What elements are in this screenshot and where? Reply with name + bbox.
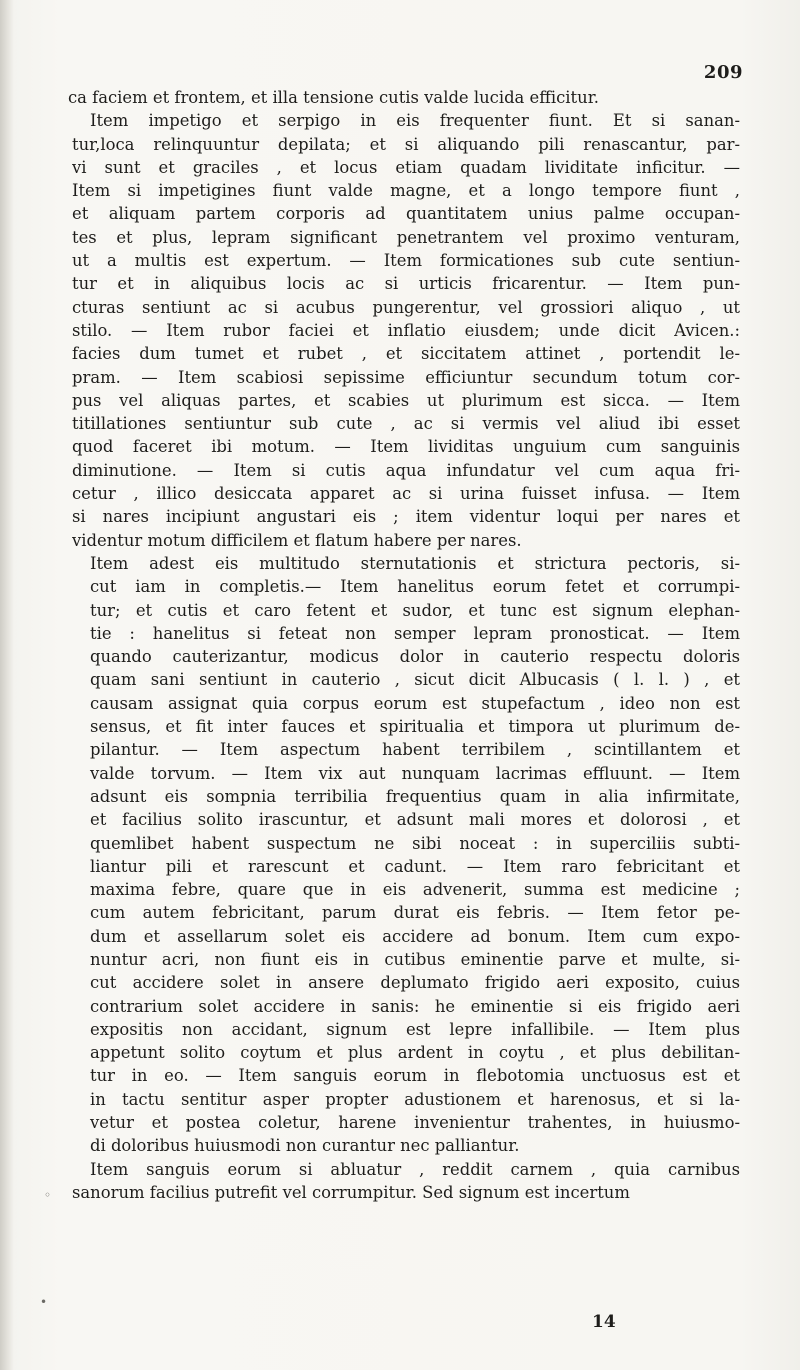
text-line: quod faceret ibi motum. — Item lividitas unguium cum sanguinis	[72, 437, 740, 457]
text-line: causam assignat quia corpus eorum est stupefactum , ideo non est	[90, 693, 740, 713]
text-line: tur,loca relinquuntur depilata; et si aliquando pili renascantur, par-	[72, 134, 740, 154]
text-line: quando cauterizantur, modicus dolor in cauterio respectu doloris	[90, 647, 740, 667]
text-line: ca faciem et frontem, et illa tensione cutis valde lucida efficitur.	[68, 88, 599, 107]
text-line: cum autem febricitant, parum durat eis febris. — Item fetor pe-	[90, 903, 740, 923]
text-line: sensus, et fit inter fauces et spiritualia et timpora ut plurimum de-	[90, 717, 740, 737]
text-line: cetur , illico desiccata apparet ac si urina fuisset infusa. — Item	[72, 484, 740, 504]
text-line: contrarium solet accidere in sanis: he eminentie si eis frigido aeri	[90, 996, 740, 1016]
text-line: cturas sentiunt ac si acubus pungerentur, vel grossiori aliquo , ut	[72, 297, 740, 317]
text-line: pilantur. — Item aspectum habent terribilem , scintillantem et	[90, 740, 740, 760]
text-line: facies dum tumet et rubet , et siccitatem attinet , portendit le-	[72, 344, 740, 364]
text-line: ut a multis est expertum. — Item formicationes sub cute sentiun-	[72, 251, 740, 271]
text-line: cut accidere solet in ansere deplumato frigido aeri exposito, cuius	[90, 973, 740, 993]
text-line: tes et plus, lepram significant penetrantem vel proximo venturam,	[72, 227, 740, 247]
text-line: appetunt solito coytum et plus ardent in coytu , et plus debilitan-	[90, 1043, 740, 1063]
margin-speck: •	[40, 1295, 48, 1309]
text-line: titillationes sentiuntur sub cute , ac si vermis vel aliud ibi esset	[72, 414, 740, 434]
text-line: tie : hanelitus si feteat non semper lepram pronosticat. — Item	[90, 623, 740, 643]
text-line: Item si impetigines fiunt valde magne, et a longo tempore fiunt ,	[72, 181, 740, 201]
text-line: dum et assellarum solet eis accidere ad bonum. Item cum expo-	[90, 926, 740, 946]
text-line: adsunt eis sompnia terribilia frequentius quam in alia infirmitate,	[90, 786, 740, 806]
text-line: Item adest eis multitudo sternutationis et strictura pectoris, si-	[90, 553, 740, 573]
text-line: tur in eo. — Item sanguis eorum in flebotomia unctuosus est et	[90, 1066, 740, 1086]
body-text	[68, 86, 740, 1204]
text-line: videntur motum difficilem et flatum habere per nares.	[72, 530, 522, 550]
text-line: liantur pili et rarescunt et cadunt. — Item raro febricitant et	[90, 856, 740, 876]
text-line: vi sunt et graciles , et locus etiam quadam lividitate inficitur. —	[72, 157, 740, 177]
text-line: di doloribus huiusmodi non curantur nec palliantur.	[90, 1136, 520, 1156]
text-line: stilo. — Item rubor faciei et inflatio eiusdem; unde dicit Avicen.:	[72, 320, 740, 340]
text-line: quam sani sentiunt in cauterio , sicut dicit Albucasis ( l. l. ) , et	[90, 670, 740, 690]
text-line: Item sanguis eorum si abluatur , reddit carnem , quia carnibus	[90, 1159, 740, 1179]
text-line: quemlibet habent suspectum ne sibi noceat : in superciliis subti-	[90, 833, 740, 853]
text-line: nuntur acri, non fiunt eis in cutibus eminentie parve et multe, si-	[90, 949, 740, 969]
text-line: vetur et postea coletur, harene invenientur trahentes, in huiusmo-	[90, 1113, 740, 1133]
page-number: 209	[703, 62, 743, 83]
text-line: tur; et cutis et caro fetent et sudor, et tunc est signum elephan-	[90, 600, 740, 620]
text-line: sanorum facilius putrefit vel corrumpitur. Sed signum est incertum	[72, 1182, 630, 1202]
text-line: tur et in aliquibus locis ac si urticis fricarentur. — Item pun-	[72, 274, 740, 294]
text-line: expositis non accidant, signum est lepre infallibile. — Item plus	[90, 1019, 740, 1039]
text-line: pus vel aliquas partes, et scabies ut plurimum est sicca. — Item	[72, 390, 740, 410]
text-line: si nares incipiunt angustari eis ; item videntur loqui per nares et	[72, 507, 740, 527]
signature-mark: 14	[592, 1312, 616, 1332]
margin-speck: ◦	[44, 1188, 52, 1202]
page-gutter-shadow	[0, 0, 14, 1370]
text-line: in tactu sentitur asper propter adustionem et harenosus, et si la-	[90, 1089, 740, 1109]
text-line: Item impetigo et serpigo in eis frequenter fiunt. Et si sanan-	[90, 111, 740, 131]
text-line: pram. — Item scabiosi sepissime efficiuntur secundum totum cor-	[72, 367, 740, 387]
text-line: diminutione. — Item si cutis aqua infundatur vel cum aqua fri-	[72, 460, 740, 480]
text-line: valde torvum. — Item vix aut nunquam lacrimas effluunt. — Item	[90, 763, 740, 783]
text-line: cut iam in completis.— Item hanelitus eorum fetet et corrumpi-	[90, 577, 740, 597]
text-line: maxima febre, quare que in eis advenerit, summa est medicine ;	[90, 880, 740, 900]
text-line: et facilius solito irascuntur, et adsunt mali mores et dolorosi , et	[90, 810, 740, 830]
text-line: et aliquam partem corporis ad quantitatem unius palme occupan-	[72, 204, 740, 224]
